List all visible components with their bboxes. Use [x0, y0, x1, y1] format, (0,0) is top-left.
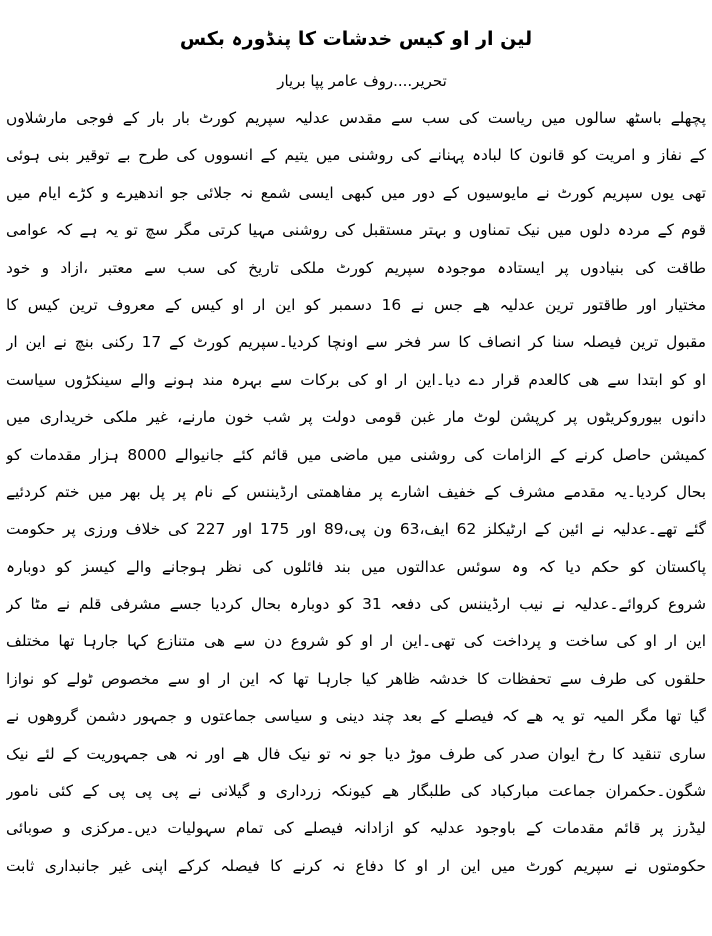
body-line: حلقوں کی طرف سے تحفظات کا خدشہ ظاھر کیا جارہا تھا کہ این ار او سے مخصوص ٹولے کو نوازا — [6, 669, 706, 688]
body-line: پچھلے باسٹھ سالوں میں ریاست کی سب سے مقدس عدلیہ سپریم کورٹ بار بار کے فوجی مارشلاوں — [6, 109, 706, 127]
body-line: قوم کے مردہ دلوں میں نیک تمناوں و بہتر مستقبل کی روشنی مہیا کرتی مگر سچ تو یہ ہے کہ عوامی — [6, 221, 706, 240]
body-line: دانوں بیوروکریٹوں پر کرپشن لوٹ مار غبن قومی دولت پر شب خون مارنے، غیر ملکی خریداری میں — [6, 408, 706, 427]
article-author: تحریر....روف عامر پپا بریار — [277, 72, 447, 90]
body-line: این ار او کی ساخت و پرداخت کی تھی۔این ار او کو شروع دن سے ھی متنازع کہا جارہا تھا مختلف — [6, 632, 706, 651]
body-line: لیڈرز پر قائم مقدمات کے باوجود عدلیہ کو ازادانہ فیصلے کی تمام سہولیات دیں۔مرکزی و صوبائی — [6, 819, 706, 838]
body-line: کے نفاز و امریت کو قانون کا لبادہ پہنانے کی روشنی میں یتیم کے انسووں کی طرح بے توقیر بنی ہوئی — [6, 146, 706, 165]
body-line: گیا تھا مگر المیہ تو یہ ھے کہ فیصلے کے بعد چند دینی و سیاسی جماعتوں و جمہور دشمن گروھوں نے — [6, 707, 706, 726]
body-line: گئے تھے۔عدلیہ نے ائین کے ارٹیکلز 62 ایف،63 ون پی،89 اور 175 اور 227 کی خلاف ورزی پر حکومت — [6, 520, 706, 539]
body-line: تھی یوں سپریم کورٹ نے مایوسیوں کے دور میں کبھی ایسی شمع نہ جلائی جو اندھیرے و کڑے ایام میں — [6, 183, 706, 202]
body-line: او کو ابتدا سے ھی کالعدم قرار دے دیا۔این ار او کی برکات سے بہرہ مند ہونے والے سینکڑوں سیاست — [6, 370, 706, 389]
body-line: طاقت کی بنیادوں پر ایستادہ موجودہ سپریم کورٹ ملکی تاریخ کی سب سے معتبر ،ازاد و خود — [6, 258, 706, 277]
body-line: مقبول ترین فیصلہ سنا کر انصاف کا سر فخر سے اونچا کردیا۔سپریم کورٹ کے 17 رکنی بنچ نے این ار — [6, 333, 706, 352]
body-line: حکومتوں نے سپریم کورٹ میں این ار او کا دفاع نہ کرنے کا فیصلہ کرکے اپنی غیر جانبداری ثابت — [6, 856, 706, 875]
article-body — [6, 100, 706, 885]
body-line: ساری تنقید کا رخ ایوان صدر کی طرف موڑ دیا جو نہ تو نیک فال ھے اور نہ ھی جمہوریت کے لئے نیک — [6, 744, 706, 763]
body-line: شروع کروائے۔عدلیہ نے نیب ارڈیننس کی دفعہ 31 کو دوبارہ بحال کردیا جسے مشرفی قلم نے مٹا کر — [6, 595, 706, 614]
body-line: بحال کردیا۔یہ مقدمے مشرف کے خفیف اشارے پر مفاھمتی ارڈیننس کے نام پر پل بھر میں ختم کردئیے — [6, 482, 706, 501]
body-line: پاکستان کو حکم دیا کہ وہ سوئس عدالتوں میں بند فائلوں کی نظر ہوجانے والے کیسز کو دوبارہ — [6, 557, 706, 576]
body-line: کمیشن حاصل کرنے کے الزامات کی روشنی میں ماضی میں قائم کئے جانیوالے 8000 ہزار مقدمات کو — [6, 445, 706, 464]
article-title: لین ار او کیس خدشات کا پنڈورہ بکس — [179, 28, 533, 50]
body-line: شگون۔حکمران جماعت مبارکباد کی طلبگار ھے کیونکہ زرداری و گیلانی نے پی پی پی کے کئی نامور — [6, 782, 706, 801]
body-line: مختیار اور طاقتور ترین عدلیہ ھے جس نے 16 دسمبر کو این ار او کیس کے معروف ترین کیس کا — [6, 295, 706, 314]
